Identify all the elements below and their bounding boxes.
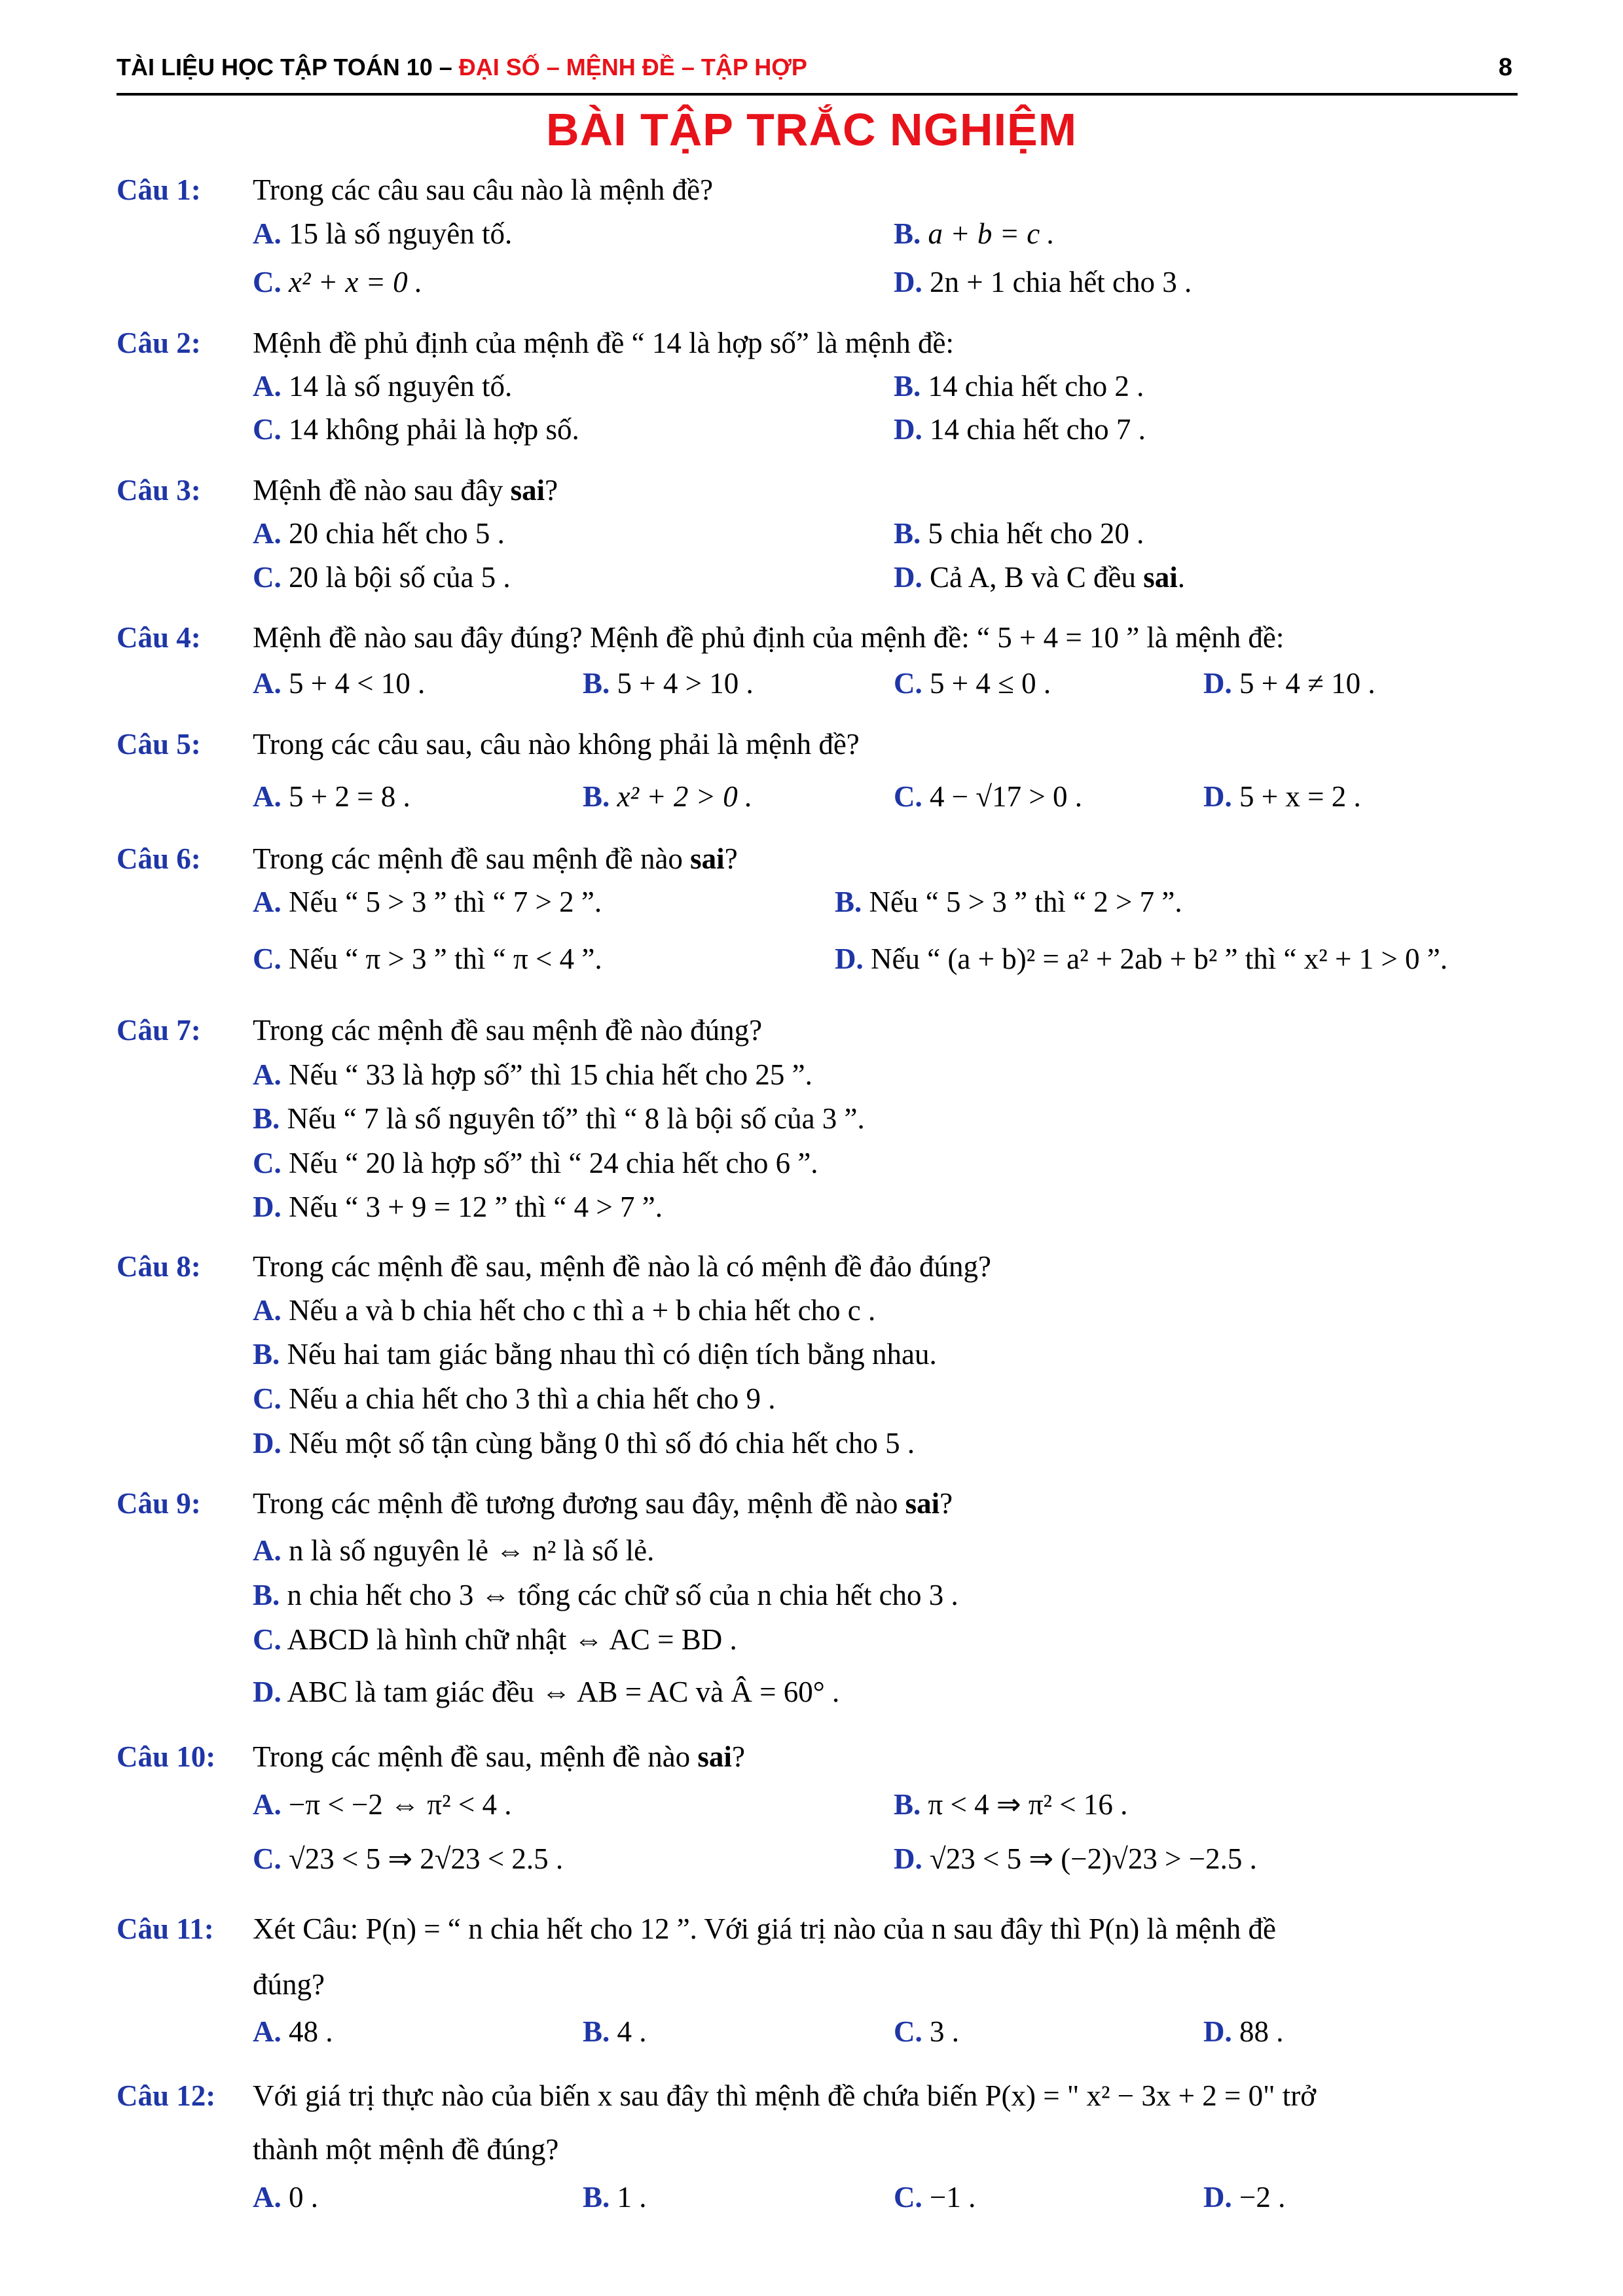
option-c: C. Nếu “ π > 3 ” thì “ π < 4 ”. xyxy=(253,942,602,975)
option-a: A. Nếu “ 5 > 3 ” thì “ 7 > 2 ”. xyxy=(253,886,602,918)
option-d: D. 5 + x = 2 . xyxy=(1203,780,1361,813)
option-b: B. a + b = c . xyxy=(894,217,1055,250)
option-d: D. Nếu một số tận cùng bằng 0 thì số đó chia hết cho 5 . xyxy=(253,1427,915,1460)
option-a: A. 5 + 2 = 8 . xyxy=(253,780,410,813)
question-text: Trong các câu sau câu nào là mệnh đề? xyxy=(253,173,714,206)
option-a: A. Nếu a và b chia hết cho c thì a + b chia hết cho c . xyxy=(253,1294,876,1327)
option-c: C. 20 là bội số của 5 . xyxy=(253,561,511,594)
question-text: Trong các mệnh đề tương đương sau đây, mệnh đề nào sai? xyxy=(253,1487,953,1520)
option-a: A. 20 chia hết cho 5 . xyxy=(253,517,505,550)
option-a: A. n là số nguyên lẻ ⇔ n² là số lẻ. xyxy=(253,1534,655,1567)
option-d: D. Nếu “ (a + b)² = a² + 2ab + b² ” thì “ x² + 1 > 0 ”. xyxy=(835,942,1448,975)
option-d: D. −2 . xyxy=(1203,2181,1286,2214)
option-d: D. 2n + 1 chia hết cho 3 . xyxy=(894,266,1192,298)
option-d: D. 14 chia hết cho 7 . xyxy=(894,413,1146,446)
question-7: Câu 7: xyxy=(117,1014,201,1047)
question-text: Trong các mệnh đề sau, mệnh đề nào sai? xyxy=(253,1740,745,1773)
question-text: Với giá trị thực nào của biến x sau đây thì mệnh đề chứa biến P(x) = " x² − 3x + 2 = 0" trở xyxy=(253,2079,1317,2112)
question-8: Câu 8: xyxy=(117,1250,201,1283)
option-a: A. 0 . xyxy=(253,2181,318,2214)
question-4: Câu 4: xyxy=(117,621,201,654)
question-text: Mệnh đề nào sau đây đúng? Mệnh đề phủ định của mệnh đề: “ 5 + 4 = 10 ” là mệnh đề: xyxy=(253,621,1285,654)
option-b: B. π < 4 ⇒ π² < 16 . xyxy=(894,1788,1128,1821)
option-b: B. 4 . xyxy=(583,2015,647,2048)
question-number: Câu 1: xyxy=(117,173,201,206)
question-10: Câu 10: xyxy=(117,1740,216,1773)
option-c: C. 5 + 4 ≤ 0 . xyxy=(894,667,1051,700)
option-c: C. 14 không phải là hợp số. xyxy=(253,413,579,446)
question-9: Câu 9: xyxy=(117,1487,201,1520)
question-1 xyxy=(117,175,201,205)
option-b: B. Nếu “ 5 > 3 ” thì “ 2 > 7 ”. xyxy=(835,886,1182,918)
page-number: 8 xyxy=(1498,54,1512,81)
option-b: B. n chia hết cho 3 ⇔ tổng các chữ số của n chia hết cho 3 . xyxy=(253,1579,958,1611)
page-header xyxy=(117,54,1518,96)
option-a: A. −π < −2 ⇔ π² < 4 . xyxy=(253,1788,512,1821)
option-b: B. 14 chia hết cho 2 . xyxy=(894,370,1144,403)
question-text-cont: thành một mệnh đề đúng? xyxy=(253,2133,559,2166)
option-c: C. ABCD là hình chữ nhật ⇔ AC = BD . xyxy=(253,1623,737,1656)
option-c: C. Nếu a chia hết cho 3 thì a chia hết cho 9 . xyxy=(253,1382,776,1415)
option-d: D. Nếu “ 3 + 9 = 12 ” thì “ 4 > 7 ”. xyxy=(253,1191,663,1223)
option-c: C. √23 < 5 ⇒ 2√23 < 2.5 . xyxy=(253,1842,564,1875)
question-11: Câu 11: xyxy=(117,1912,214,1945)
option-a: A. 14 là số nguyên tố. xyxy=(253,370,513,403)
option-b: B. Nếu hai tam giác bằng nhau thì có diện tích bằng nhau. xyxy=(253,1338,937,1371)
option-c: C. x² + x = 0 . xyxy=(253,266,423,298)
option-b: B. x² + 2 > 0 . xyxy=(583,780,753,813)
option-a: A. 48 . xyxy=(253,2015,333,2048)
option-b: B. 5 + 4 > 10 . xyxy=(583,667,754,700)
option-d: D. Cả A, B và C đều sai. xyxy=(894,561,1185,594)
option-c: C. 3 . xyxy=(894,2015,959,2048)
question-12: Câu 12: xyxy=(117,2079,216,2112)
option-c: C. −1 . xyxy=(894,2181,976,2214)
option-a: A. 15 là số nguyên tố. xyxy=(253,217,513,250)
option-d: D. √23 < 5 ⇒ (−2)√23 > −2.5 . xyxy=(894,1842,1257,1875)
question-text: Trong các mệnh đề sau, mệnh đề nào là có mệnh đề đảo đúng? xyxy=(253,1250,992,1283)
option-a: A. Nếu “ 33 là hợp số” thì 15 chia hết cho 25 ”. xyxy=(253,1058,812,1091)
question-6: Câu 6: xyxy=(117,842,201,875)
question-text: Trong các câu sau, câu nào không phải là mệnh đề? xyxy=(253,728,860,761)
question-text-cont: đúng? xyxy=(253,1968,325,2001)
question-text: Trong các mệnh đề sau mệnh đề nào đúng? xyxy=(253,1014,763,1047)
header-title: TÀI LIỆU HỌC TẬP TOÁN 10 – ĐẠI SỐ – MỆNH ĐỀ – TẬP HỢP xyxy=(117,54,807,81)
option-c: C. 4 − √17 > 0 . xyxy=(894,780,1082,813)
question-text: Mệnh đề nào sau đây sai? xyxy=(253,474,558,507)
question-text: Trong các mệnh đề sau mệnh đề nào sai? xyxy=(253,842,738,875)
option-d: D. 88 . xyxy=(1203,2015,1284,2048)
question-text: Mệnh đề phủ định của mệnh đề “ 14 là hợp số” là mệnh đề: xyxy=(253,327,955,359)
option-c: C. Nếu “ 20 là hợp số” thì “ 24 chia hết cho 6 ”. xyxy=(253,1147,818,1179)
question-2: Câu 2: xyxy=(117,327,201,359)
option-b: B. 1 . xyxy=(583,2181,647,2214)
question-3: Câu 3: xyxy=(117,474,201,507)
option-d: D. 5 + 4 ≠ 10 . xyxy=(1203,667,1376,700)
question-text: Xét Câu: P(n) = “ n chia hết cho 12 ”. Với giá trị nào của n sau đây thì P(n) là mệnh đề xyxy=(253,1912,1276,1945)
question-5: Câu 5: xyxy=(117,728,201,761)
page-title: BÀI TẬP TRẮC NGHIỆM xyxy=(545,104,1078,155)
option-b: B. 5 chia hết cho 20 . xyxy=(894,517,1144,550)
option-d: D. ABC là tam giác đều ⇔ AB = AC và Â = 60° . xyxy=(253,1676,840,1708)
option-b: B. Nếu “ 7 là số nguyên tố” thì “ 8 là bội số của 3 ”. xyxy=(253,1102,865,1135)
option-a: A. 5 + 4 < 10 . xyxy=(253,667,426,700)
